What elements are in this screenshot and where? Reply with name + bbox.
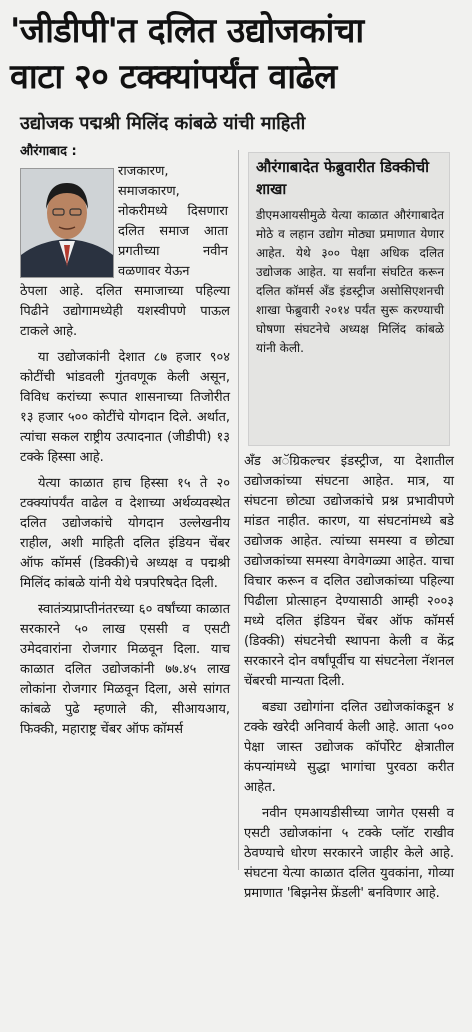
paragraph: येत्या काळात हाच हिस्सा १५ ते २० टक्क्यांपर्यंत वाढेल व देशाच्या अर्थव्यवस्थेत दलित उद्योजकांचे योगदान उल्लेखनीय राहील, अशी माहिती दलित इंडियन चेंबर ऑफ कॉमर्स (डिक्की)चे अध्यक्ष व पद्मश्री मिलिंद कांबळे यांनी येथे पत्रपरिषदेत दिली. bbox=[20, 476, 230, 591]
lead-paragraph bbox=[20, 142, 228, 282]
paragraph: नवीन एमआयडीसीच्या जागेत एससी व एसटी उद्योजकांना ५ टक्के प्लॉट राखीव ठेवण्याचे धोरण सरकारने जाहीर केले आहे. संघटना येत्या काळात दलित युवकांना, गोव्या प्रमाणात 'बिझनेस फ्रेंडली' बनविणार आहे. bbox=[244, 806, 454, 901]
paragraph: बड्या उद्योगांना दलित उद्योजकांकडून ४ टक्के खरेदी अनिवार्य केली आहे. आता ५०० पेक्षा जास्त उद्योजक कॉर्पोरेट क्षेत्रातील कंपन्यांमध्ये सुद्धा भागांचा पुरवठा करीत आहेत. bbox=[244, 700, 454, 795]
lead-text: राजकारण, समाजकारण, नोकरीमध्ये दिसणारा दलित समाज आता प्रगतीच्या नवीन वळणावर येऊन bbox=[118, 164, 228, 279]
portrait-photo bbox=[20, 168, 114, 278]
headline bbox=[10, 8, 450, 100]
sidebar-box-text: डीएमआयसीमुळे येत्या काळात औरंगाबादेत मोठे व लहान उद्योग मोठ्या प्रमाणात येणार आहेत. येथे ३०० पेक्षा अधिक दलित उद्योजक आहेत. या सर्वांना संघटित करून दलित कॉमर्स अँड इंडस्ट्रीज असोसिएशनची शाखा फेब्रुवारी २०१४ पर्यंत सुरू करण्याची घोषणा संघटनेचे अध्यक्ष मिलिंद कांबळे यांनी केली. bbox=[256, 208, 444, 355]
paragraph: अँड अॅग्रिकल्चर इंडस्ट्रीज, या देशातील उद्योजकांच्या संघटना आहेत. मात्र, या संघटना छोट्या उद्योजकांचे प्रश्न प्रभावीपणे मांडत नाहीत. कारण, या संघटनांमध्ये बडे उद्योजक आहेत. त्यांच्या समस्या व छोट्या उद्योजकांच्या समस्या वेगवेगळ्या आहेत. याचा विचार करून व दलित उद्योजकांच्या पहिल्या पिढीला प्रोत्साहन देण्यासाठी आम्ही २००३ मध्ये दलित इंडियन चेंबर ऑफ कॉमर्स (डिक्की) संघटनेची स्थापना केली व केंद्र सरकारने दोन वर्षांपूर्वीच या संघटनेला नॅशनल चेंबरची मान्यता दिली. bbox=[244, 454, 454, 689]
left-column bbox=[20, 282, 230, 746]
sidebar-box-title: औरंगाबादेत फेब्रुवारीत डिक्कीची शाखा bbox=[256, 158, 430, 198]
headline-line-2: वाटा २० टक्क्यांपर्यंत वाढेल bbox=[10, 57, 337, 97]
dateline: औरंगाबाद : bbox=[20, 144, 77, 159]
column-divider bbox=[238, 150, 239, 870]
paragraph: स्वातंत्र्यप्राप्तीनंतरच्या ६० वर्षांच्या काळात सरकारने ५० लाख एससी व एसटी उमेदवारांना रोजगार मिळवून दिला. याच काळात दलित उद्योजकांनी ७७.४५ लाख लोकांना रोजगार मिळवून दिला, असे सांगत कांबळे पुढे म्हणाले की, सीआयआय, फिक्की, महाराष्ट्र चेंबर ऑफ कॉमर्स bbox=[20, 602, 230, 737]
right-column bbox=[244, 452, 454, 910]
headline-line-1: 'जीडीपी'त दलित उद्योजकांचा bbox=[10, 11, 364, 51]
paragraph: ठेपला आहे. दलित समाजाच्या पहिल्या पिढीने उद्योगामध्येही यशस्वीपणे पाऊल टाकले आहे. bbox=[20, 284, 230, 339]
portrait-image bbox=[21, 169, 113, 277]
subheadline: उद्योजक पद्मश्री मिलिंद कांबळे यांची माहिती bbox=[20, 113, 306, 134]
paragraph: या उद्योजकांनी देशात ८७ हजार ९०४ कोटींची भांडवली गुंतवणूक केली असून, विविध करांच्या रूपात शासनाच्या तिजोरीत १३ हजार ५०० कोटींचे योगदान दिले. अर्थात, त्यांचा सकल राष्ट्रीय उत्पादनात (जीडीपी) १३ टक्के हिस्सा आहे. bbox=[20, 350, 230, 465]
